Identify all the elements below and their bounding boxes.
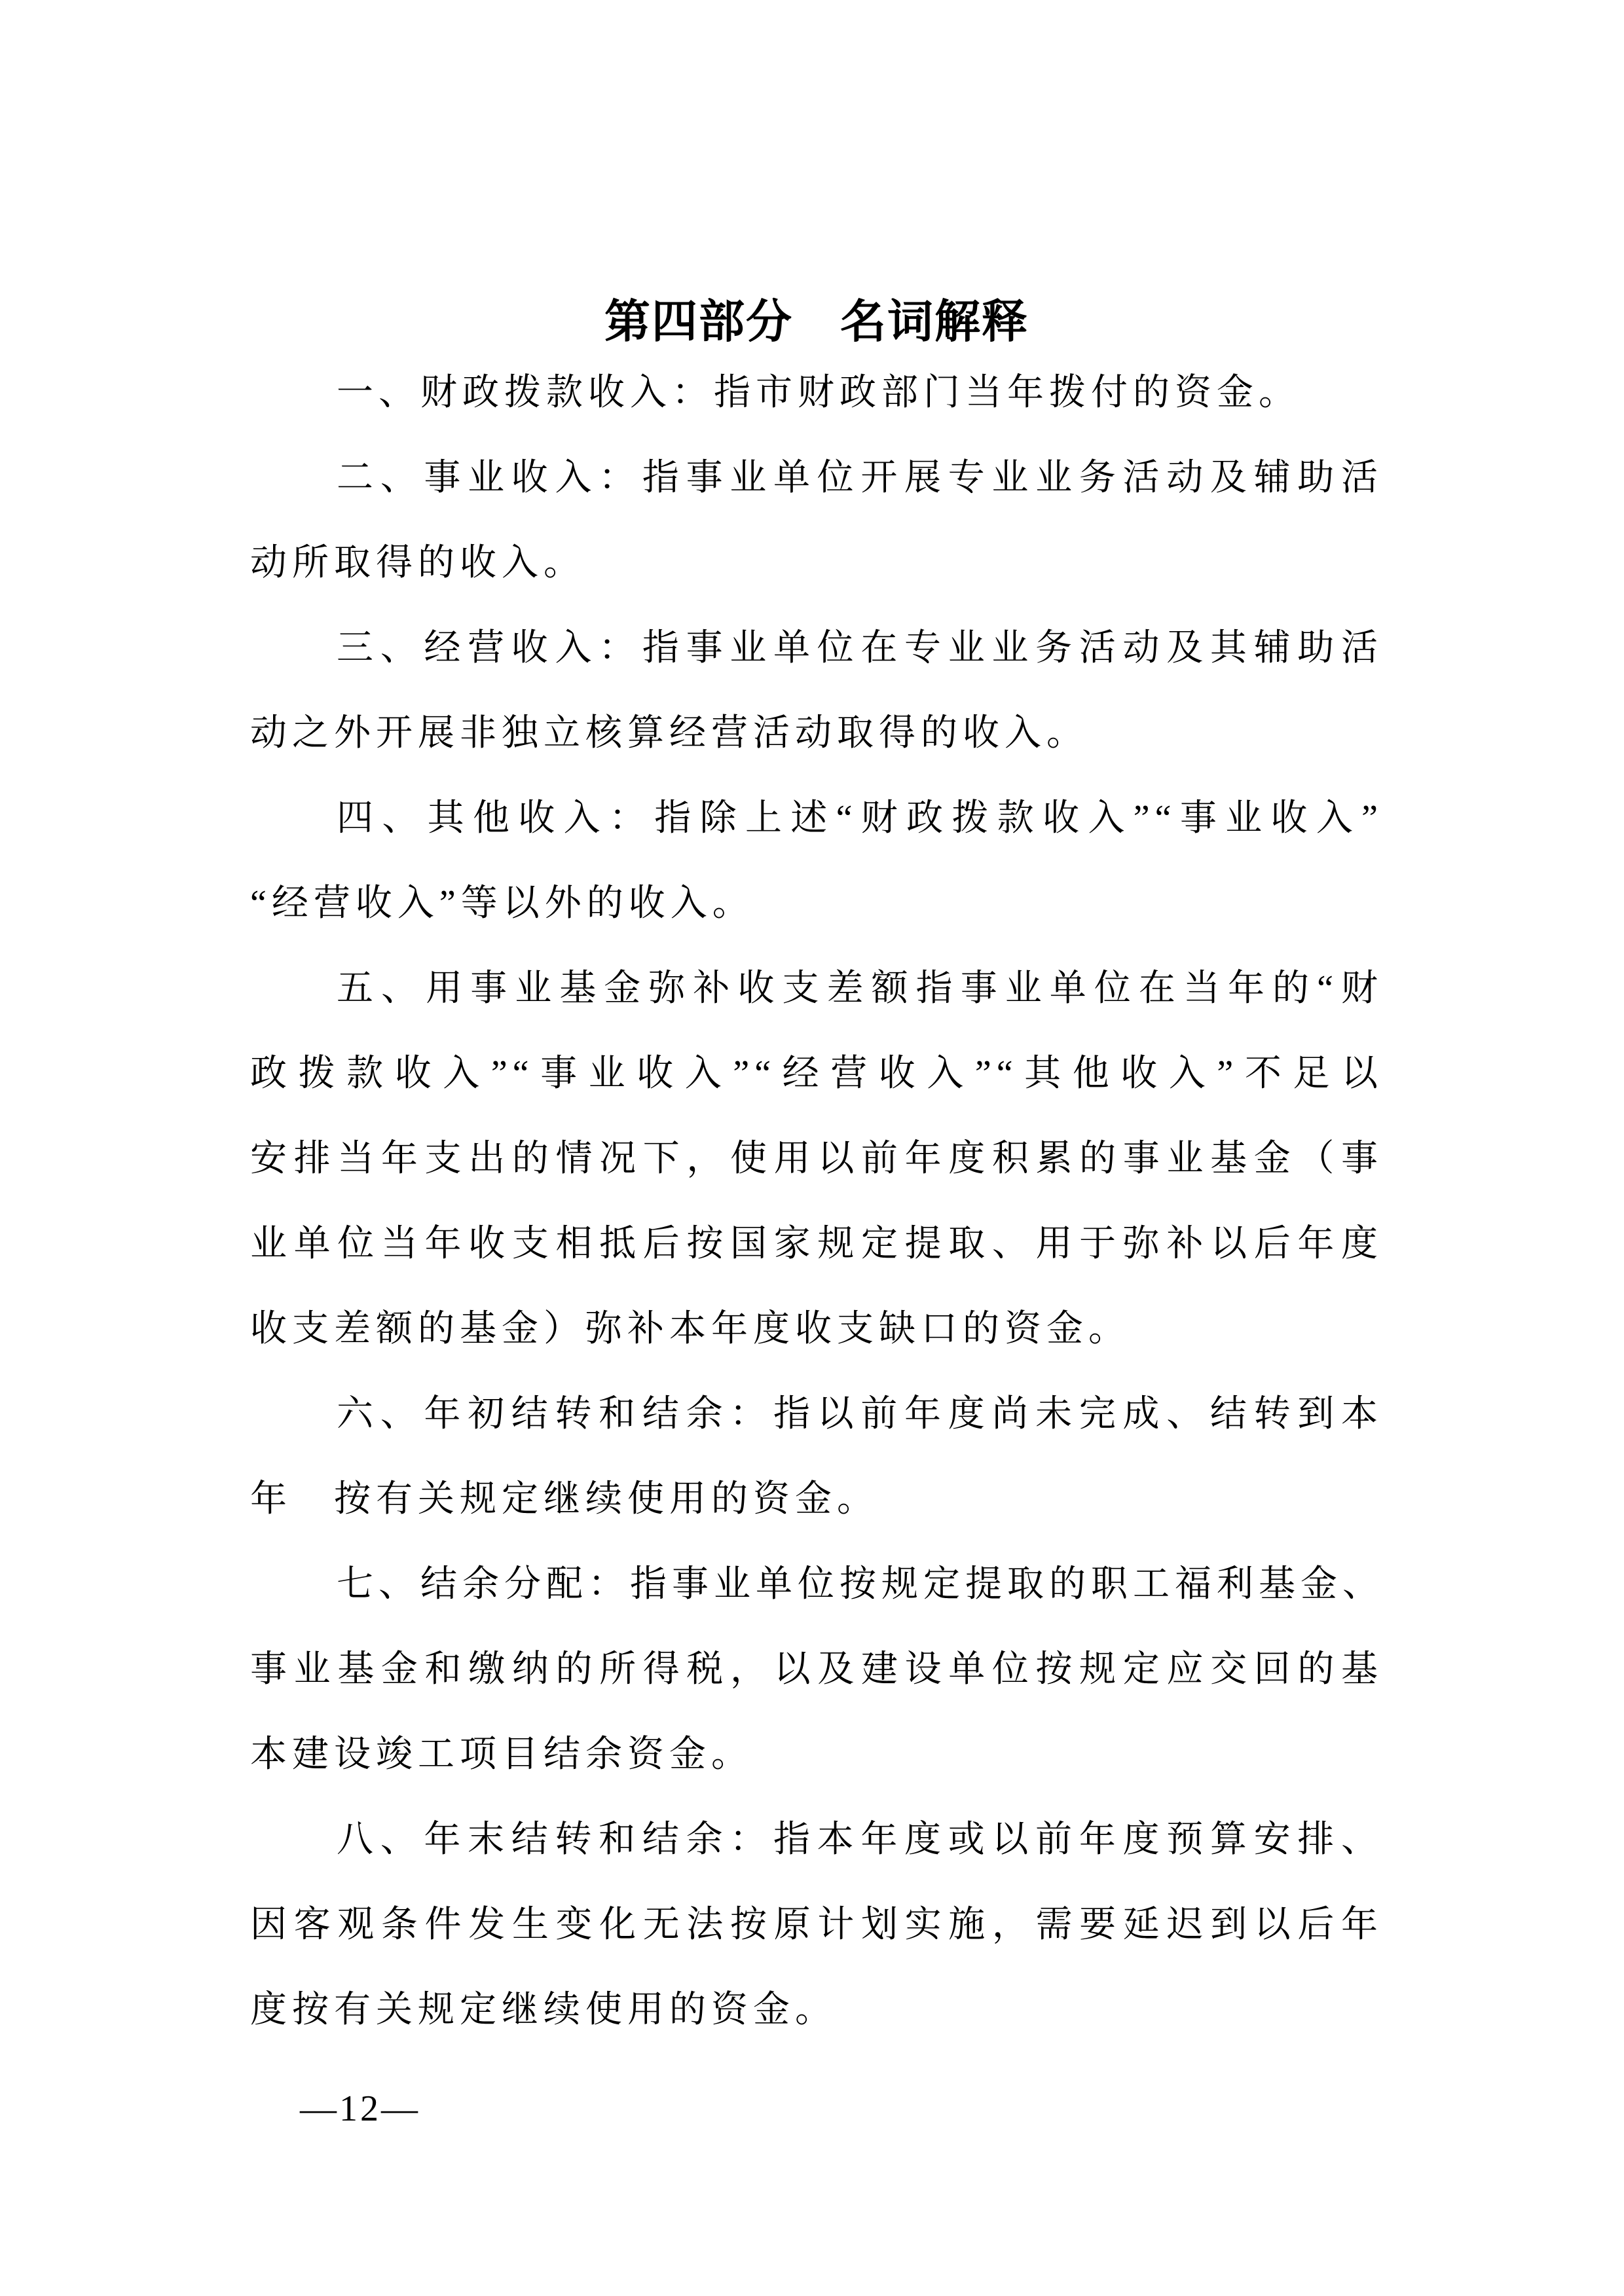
body-line: 五、用事业基金弥补收支差额指事业单位在当年的“财 (337, 968, 1383, 1009)
body-line: 政拨款收入”“事业收入”“经营收入”“其他收入”不足以 (250, 1053, 1383, 1094)
body-line: 四、其他收入：指除上述“财政拨款收入”“事业收入” (337, 798, 1383, 839)
body-line: 本建设竣工项目结余资金。 (250, 1734, 753, 1775)
document-body (250, 350, 1383, 2052)
body-line: 年 按有关规定继续使用的资金。 (250, 1479, 879, 1520)
body-line: 一、财政拨款收入：指市财政部门当年拨付的资金。 (337, 373, 1301, 413)
body-line: 八、年末结转和结余：指本年度或以前年度预算安排、 (337, 1819, 1383, 1860)
body-line: 业单位当年收支相抵后按国家规定提取、用于弥补以后年度 (250, 1224, 1383, 1264)
body-line: 收支差额的基金）弥补本年度收支缺口的资金。 (250, 1309, 1130, 1349)
body-line: 安排当年支出的情况下，使用以前年度积累的事业基金（事 (250, 1139, 1383, 1179)
body-line: “经营收入”等以外的收入。 (250, 883, 754, 924)
document-title: 第四部分 名词解释 (604, 297, 1029, 348)
page-number: —12— (300, 2088, 420, 2129)
body-line: 度按有关规定继续使用的资金。 (250, 1990, 837, 2030)
body-line: 六、年初结转和结余：指以前年度尚未完成、结转到本 (337, 1394, 1383, 1434)
body-line: 二、事业收入：指事业单位开展专业业务活动及辅助活 (337, 458, 1383, 498)
body-line: 因客观条件发生变化无法按原计划实施，需要延迟到以后年 (250, 1904, 1383, 1945)
body-line: 三、经营收入：指事业单位在专业业务活动及其辅助活 (337, 628, 1383, 668)
body-line: 七、结余分配：指事业单位按规定提取的职工福利基金、 (337, 1564, 1384, 1605)
body-line: 事业基金和缴纳的所得税，以及建设单位按规定应交回的基 (250, 1649, 1383, 1690)
body-line: 动之外开展非独立核算经营活动取得的收入。 (250, 713, 1088, 754)
body-line: 动所取得的收入。 (250, 543, 585, 583)
